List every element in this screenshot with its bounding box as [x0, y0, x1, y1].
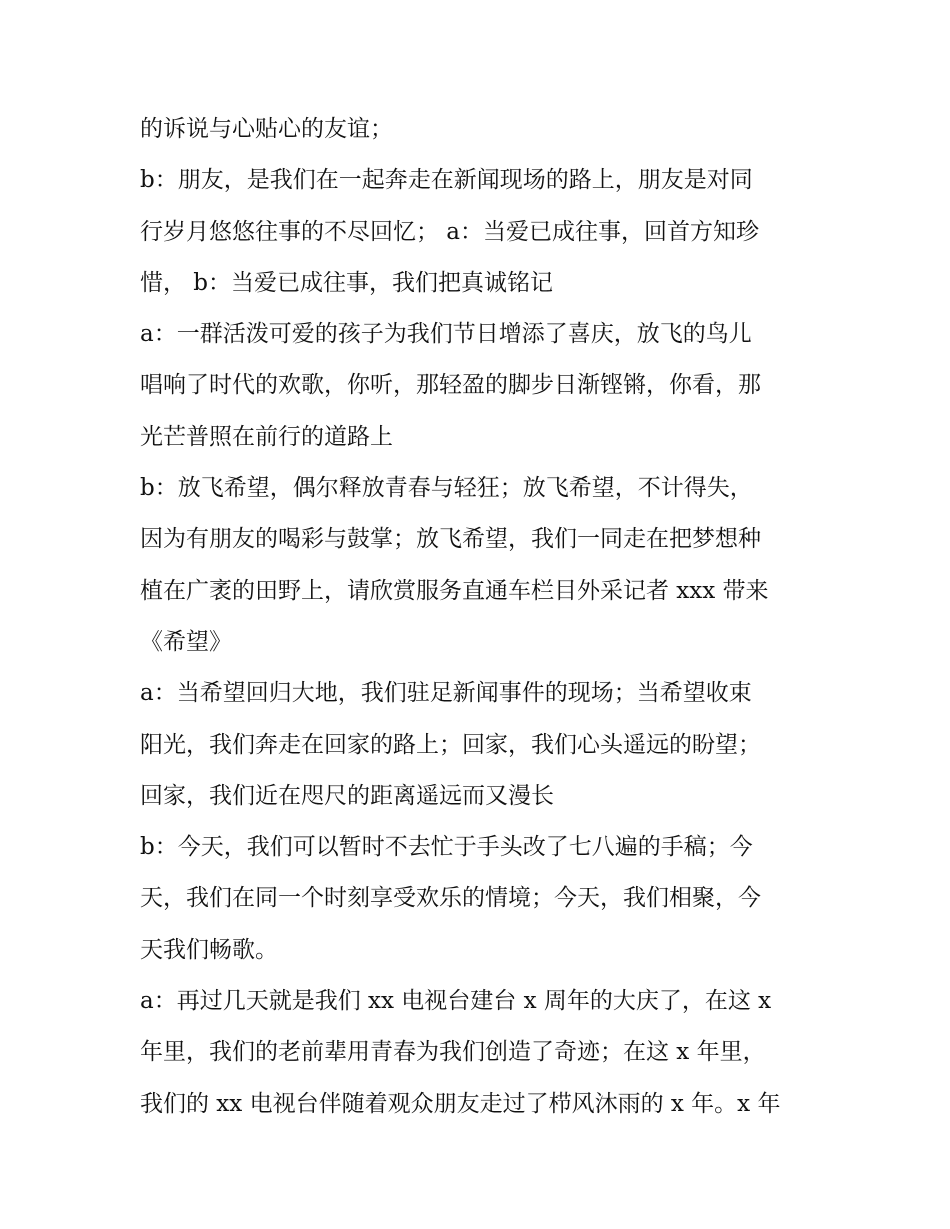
text-line: 唱响了时代的欢歌，你听，那轻盈的脚步日渐铿锵，你看，那: [140, 372, 761, 399]
text-line: 光芒普照在前行的道路上: [140, 423, 393, 450]
text-line: a：一群活泼可爱的孩子为我们节日增添了喜庆，放飞的鸟儿: [140, 321, 752, 348]
text-line: 的诉说与心贴心的友谊；: [140, 116, 393, 142]
text-line: 行岁月悠悠往事的不尽回忆； a：当爱已成往事，回首方知珍: [140, 218, 760, 245]
text-line: 《希望》: [140, 628, 232, 655]
text-line: 惜， b：当爱已成往事，我们把真诚铭记: [140, 269, 554, 296]
text-line: 我们的 xx 电视台伴随着观众朋友走过了栉风沐雨的 x 年。x 年: [140, 1090, 781, 1117]
text-line: 阳光，我们奔走在回家的路上；回家，我们心头遥远的盼望；: [140, 731, 761, 758]
text-line: a：再过几天就是我们 xx 电视台建台 x 周年的大庆了，在这 x: [140, 988, 772, 1015]
text-line: b：朋友，是我们在一起奔走在新闻现场的路上，朋友是对同: [140, 167, 753, 194]
text-line: b：放飞希望，偶尔释放青春与轻狂；放飞希望，不计得失，: [140, 475, 753, 502]
text-line: 年里，我们的老前辈用青春为我们创造了奇迹；在这 x 年里，: [140, 1039, 766, 1066]
text-line: a：当希望回归大地，我们驻足新闻事件的现场；当希望收束: [140, 680, 752, 707]
text-line: 回家，我们近在咫尺的距离遥远而又漫长: [140, 782, 554, 809]
text-line: 植在广袤的田野上，请欣赏服务直通车栏目外采记者 xxx 带来: [140, 577, 769, 604]
text-line: 天，我们在同一个时刻享受欢乐的情境；今天，我们相聚，今: [140, 885, 761, 912]
text-line: 天我们畅歌。: [140, 936, 278, 963]
text-line: b：今天，我们可以暂时不去忙于手头改了七八遍的手稿；今: [140, 834, 753, 861]
body-text: [140, 104, 815, 1130]
text-line: 因为有朋友的喝彩与鼓掌；放飞希望，我们一同走在把梦想种: [140, 526, 761, 553]
